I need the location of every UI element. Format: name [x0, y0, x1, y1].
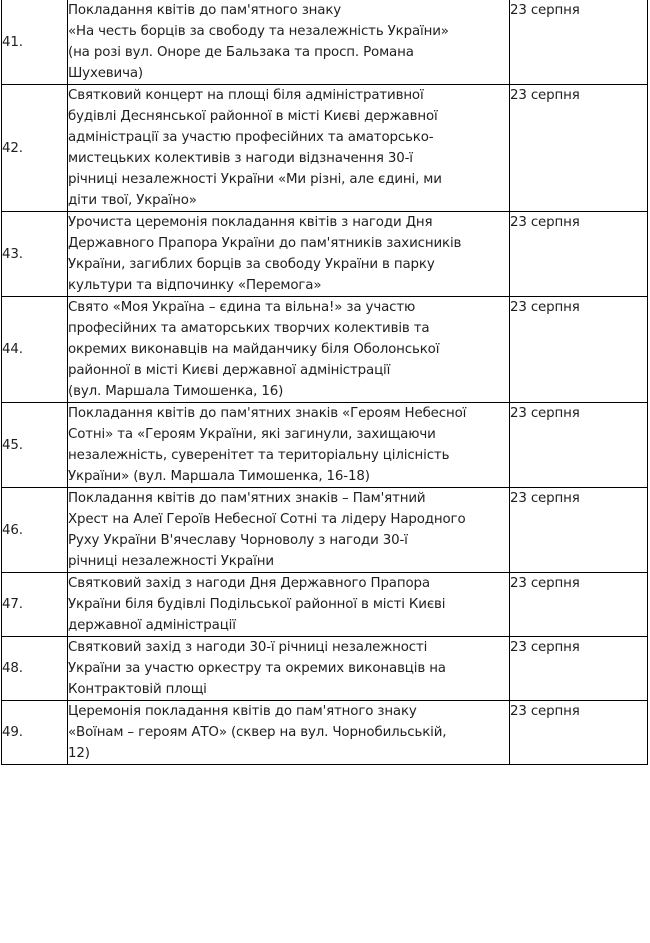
- event-description-line: будівлі Деснянської районної в місті Києві державної: [68, 109, 438, 124]
- event-number-cell: [2, 573, 68, 637]
- event-description-line: Свято «Моя Україна – єдина та вільна!» за участю: [68, 300, 416, 315]
- event-date: 23 серпня: [510, 576, 580, 591]
- table-row: [2, 212, 648, 297]
- event-description-line: Контрактовій площі: [68, 682, 207, 697]
- event-number-cell: [2, 403, 68, 488]
- event-date-cell: [510, 0, 648, 85]
- event-date-cell: [510, 85, 648, 212]
- event-number-cell: [2, 297, 68, 403]
- event-description-line: Покладання квітів до пам'ятного знаку: [68, 3, 342, 18]
- event-date: 23 серпня: [510, 88, 580, 103]
- event-description-cell: [68, 701, 510, 765]
- events-table: [1, 0, 648, 765]
- event-description-cell: [68, 297, 510, 403]
- event-date: 23 серпня: [510, 215, 580, 230]
- event-number-cell: [2, 488, 68, 573]
- event-description-line: Покладання квітів до пам'ятних знаків «Героям Небесної: [68, 406, 467, 421]
- event-description-line: Урочиста церемонія покладання квітів з нагоди Дня: [68, 215, 433, 230]
- event-date-cell: [510, 573, 648, 637]
- event-description-line: Шухевича): [68, 66, 143, 81]
- event-number: 49.: [2, 725, 23, 740]
- event-description-line: України за участю оркестру та окремих виконавців на: [68, 661, 446, 676]
- event-description-line: діти твої, Україно»: [68, 193, 197, 208]
- event-description-cell: [68, 403, 510, 488]
- event-number: 44.: [2, 342, 23, 357]
- event-number: 43.: [2, 246, 23, 262]
- event-description-cell: [68, 212, 510, 297]
- event-description-cell: [68, 637, 510, 701]
- event-number: 41.: [2, 34, 23, 50]
- event-description-line: адміністрації за участю професійних та аматорсько-: [68, 130, 434, 145]
- table-row: [2, 297, 648, 403]
- event-number-cell: [2, 0, 68, 85]
- event-date-cell: [510, 637, 648, 701]
- event-description-line: України біля будівлі Подільської районної в місті Києві: [68, 597, 446, 612]
- event-date-cell: [510, 701, 648, 765]
- event-description-line: Хрест на Алеї Героїв Небесної Сотні та лідеру Народного: [68, 512, 466, 527]
- event-description-line: Покладання квітів до пам'ятних знаків – Пам'ятний: [68, 491, 426, 506]
- event-description-line: державної адміністрації: [68, 618, 236, 633]
- event-date: 23 серпня: [510, 300, 580, 315]
- event-description-line: 12): [68, 746, 90, 761]
- event-date: 23 серпня: [510, 3, 580, 18]
- event-date: 23 серпня: [510, 406, 580, 421]
- event-description-cell: [68, 488, 510, 573]
- event-number: 48.: [2, 661, 23, 676]
- event-date-cell: [510, 297, 648, 403]
- event-description-line: Сотні» та «Героям України, які загинули, захищаючи: [68, 427, 436, 442]
- event-description-cell: [68, 85, 510, 212]
- table-row: [2, 403, 648, 488]
- event-description-line: (на розі вул. Оноре де Бальзака та просп. Романа: [68, 45, 414, 60]
- table-row: [2, 488, 648, 573]
- event-number: 45.: [2, 437, 23, 453]
- event-number: 42.: [2, 140, 23, 156]
- table-row: [2, 573, 648, 637]
- event-date-cell: [510, 212, 648, 297]
- event-description-line: (вул. Маршала Тимошенка, 16): [68, 384, 284, 399]
- event-description-line: Святковий концерт на площі біля адміністративної: [68, 88, 424, 103]
- table-row: [2, 0, 648, 85]
- events-table-body: [2, 0, 648, 765]
- event-date: 23 серпня: [510, 491, 580, 506]
- event-description-line: культури та відпочинку «Перемога»: [68, 278, 322, 293]
- table-row: [2, 701, 648, 765]
- event-number: 47.: [2, 597, 23, 612]
- event-description-line: Святковий захід з нагоди 30-ї річниці незалежності: [68, 640, 428, 655]
- event-description-cell: [68, 573, 510, 637]
- event-description-line: мистецьких колективів з нагоди відзначення 30-ї: [68, 151, 413, 166]
- event-description-line: річниці незалежності України: [68, 554, 274, 569]
- event-number-cell: [2, 701, 68, 765]
- event-number-cell: [2, 212, 68, 297]
- table-row: [2, 85, 648, 212]
- event-date: 23 серпня: [510, 704, 580, 719]
- event-description-line: Святковий захід з нагоди Дня Державного Прапора: [68, 576, 430, 591]
- event-number: 46.: [2, 522, 23, 538]
- event-date: 23 серпня: [510, 640, 580, 655]
- event-description-line: «Воїнам – героям АТО» (сквер на вул. Чорнобильській,: [68, 725, 447, 740]
- event-description-line: «На честь борців за свободу та незалежність України»: [68, 24, 449, 39]
- event-date-cell: [510, 403, 648, 488]
- event-description-line: Церемонія покладання квітів до пам'ятного знаку: [68, 704, 417, 719]
- event-number-cell: [2, 637, 68, 701]
- event-date-cell: [510, 488, 648, 573]
- event-number-cell: [2, 85, 68, 212]
- event-description-line: Державного Прапора України до пам'ятників захисників: [68, 236, 462, 251]
- event-description-line: окремих виконавців на майданчику біля Оболонської: [68, 342, 440, 357]
- event-description-line: України, загиблих борців за свободу України в парку: [68, 257, 435, 272]
- event-description-cell: [68, 0, 510, 85]
- event-description-line: Руху України В'ячеславу Чорноволу з нагоди 30-ї: [68, 533, 408, 548]
- event-description-line: професійних та аматорських творчих колективів та: [68, 321, 430, 336]
- event-description-line: річниці незалежності України «Ми різні, але єдині, ми: [68, 172, 442, 187]
- event-description-line: незалежність, суверенітет та територіальну цілісність: [68, 448, 450, 463]
- event-description-line: України» (вул. Маршала Тимошенка, 16-18): [68, 469, 370, 484]
- event-description-line: районної в місті Києві державної адміністрації: [68, 363, 391, 378]
- table-row: [2, 637, 648, 701]
